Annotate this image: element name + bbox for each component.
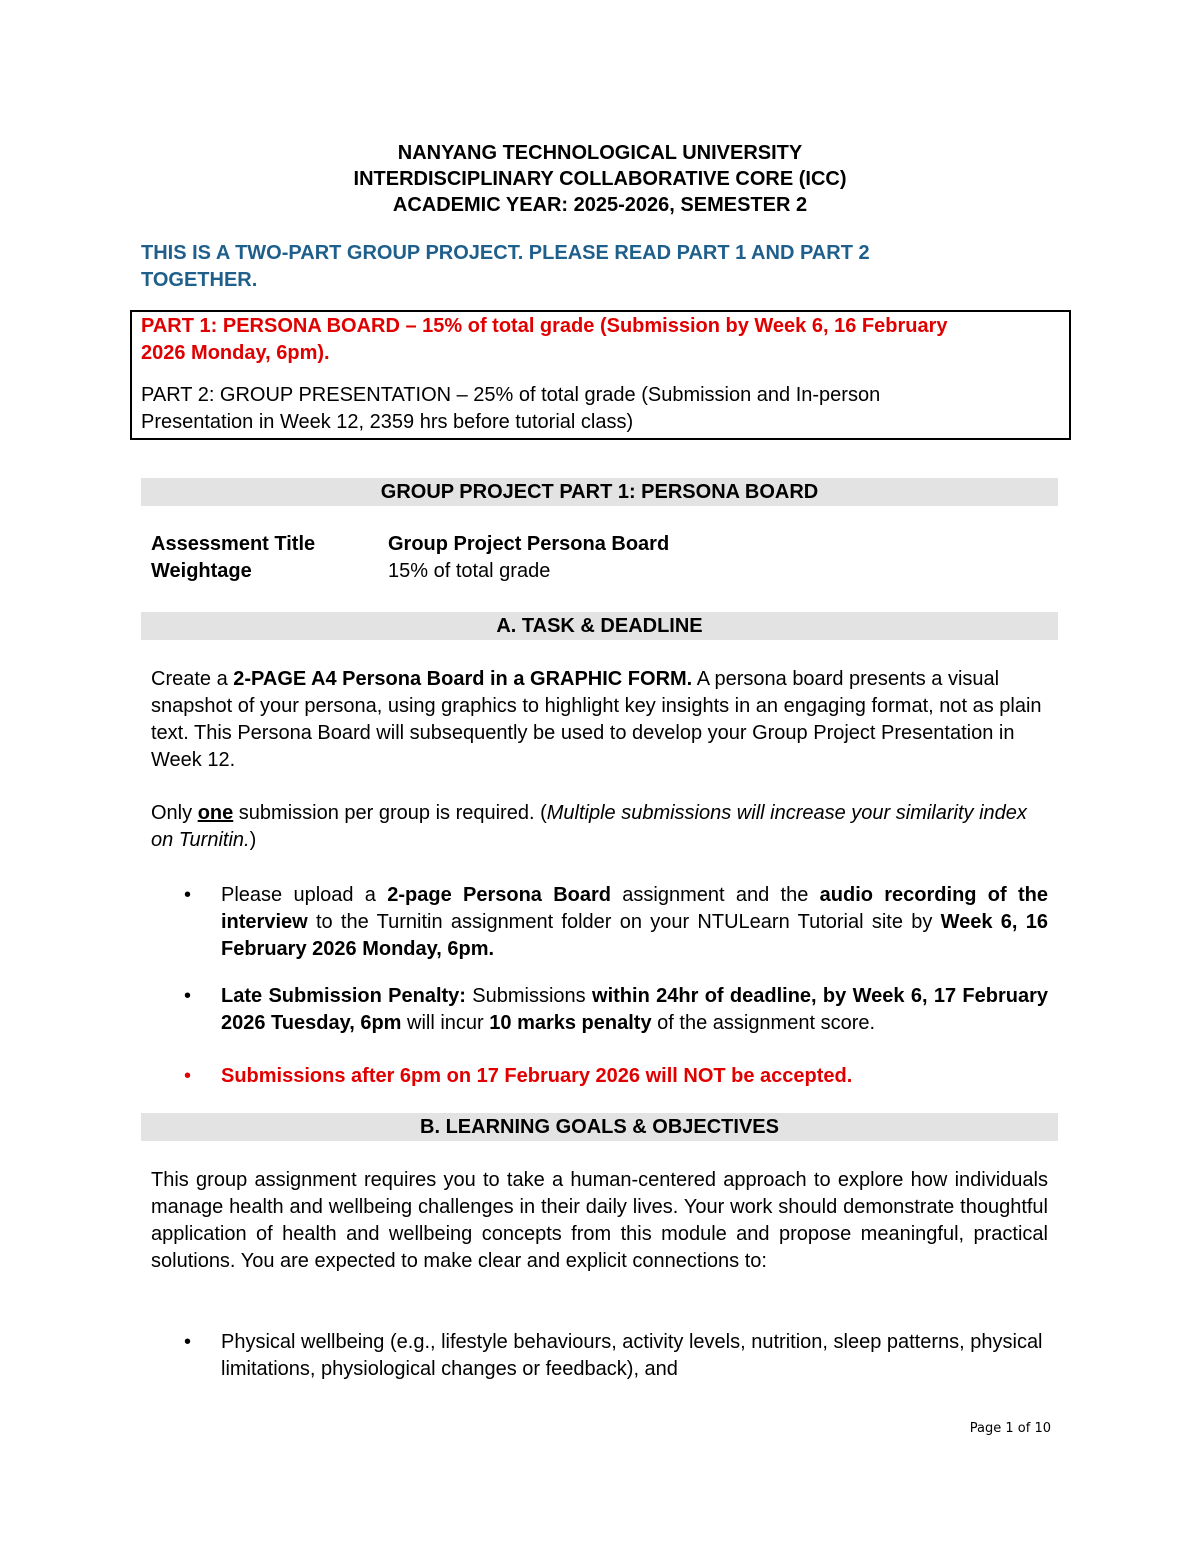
assessment-title-label: Assessment Title [151,533,316,555]
upload-bold-3: Week 6, 16 February 2026 Monday, 6pm. [221,911,1048,960]
two-part-notice [141,240,1021,294]
bullet-dot-icon: • [184,1065,192,1087]
task-paragraph [151,666,1049,774]
late-text-2: will incur [401,1012,490,1034]
section-bar-b: B. LEARNING GOALS & OBJECTIVES [141,1113,1058,1141]
bullet-dot-icon: • [184,985,192,1007]
note-text-2: submission per group is required. ( [233,802,547,824]
late-text-1: Submissions [465,985,593,1007]
upload-text-1: Please upload a [221,884,388,906]
note-italic: Multiple submissions will increase your similarity index on Turnitin. [151,802,1027,851]
note-text-3: ) [249,829,257,851]
upload-bold-1: 2-page Persona Board [387,884,611,906]
late-bold-3: 10 marks penalty [489,1012,652,1034]
part1-line-1: PART 1: PERSONA BOARD – 15% of total grade (Submission by Week 6, 16 February [141,315,948,337]
note-one: one [197,802,234,824]
core-name: INTERDISCIPLINARY COLLABORATIVE CORE (ICC) [353,168,847,190]
no-acceptance-bullet: Submissions after 6pm on 17 February 2026 will NOT be accepted. [221,1065,853,1087]
task-text-2: A persona board presents a visual snapshot of your persona, using graphics to highlight key insights in an engaging format, not as plain text. This Persona Board will subsequently be used to develop your Group Project Presentation in Week 12. [151,668,1042,771]
upload-text-3: to the Turnitin assignment folder on your NTULearn Tutorial site by [307,911,941,933]
task-text-1: Create a [151,668,234,690]
part2-line-1: PART 2: GROUP PRESENTATION – 25% of total grade (Submission and In-person [141,384,881,406]
late-bold-2: within 24hr of deadline, by Week 6, 17 February 2026 Tuesday, 6pm [221,985,1049,1034]
university-name: NANYANG TECHNOLOGICAL UNIVERSITY [397,142,803,164]
part1-line-2: 2026 Monday, 6pm). [141,342,330,364]
upload-text-2: assignment and the [611,884,820,906]
weightage-value: 15% of total grade [388,560,551,582]
page-number: Page 1 of 10 [969,1421,1051,1436]
assessment-title-value: Group Project Persona Board [388,533,670,555]
notice-line-2: TOGETHER. [141,269,258,291]
parts-summary-box [130,310,1071,440]
weightage-label: Weightage [151,560,252,582]
section-bar-a: A. TASK & DEADLINE [141,612,1058,640]
part2-line-2: Presentation in Week 12, 2359 hrs before tutorial class) [141,411,634,433]
task-emphasis: 2-PAGE A4 Persona Board in a GRAPHIC FORM. [233,668,693,690]
late-label: Late Submission Penalty: [221,985,466,1007]
upload-bullet [221,882,1048,963]
academic-year: ACADEMIC YEAR: 2025-2026, SEMESTER 2 [392,194,808,216]
submission-note [151,800,1049,854]
late-penalty-bullet [221,983,1048,1037]
note-text-1: Only [151,802,198,824]
late-text-3: of the assignment score. [651,1012,876,1034]
goals-paragraph: This group assignment requires you to take a human-centered approach to explore how individuals manage health and wellbeing challenges in their daily lives. Your work should demonstrate thoughtful application of health and wellbeing concepts from this module and propose meaningful, practical solutions. You are expected to make clear and explicit connections to: [151,1169,1048,1272]
section-bar-part1: GROUP PROJECT PART 1: PERSONA BOARD [141,478,1058,506]
bullet-dot-icon: • [184,884,192,906]
notice-line-1: THIS IS A TWO-PART GROUP PROJECT. PLEASE READ PART 1 AND PART 2 [141,242,870,264]
physical-wellbeing-bullet: Physical wellbeing (e.g., lifestyle behaviours, activity levels, nutrition, sleep patterns, physical limitations, physiological changes or feedback), and [221,1331,1043,1380]
upload-bold-2: audio recording of the interview [221,884,1048,933]
bullet-dot-icon: • [184,1331,192,1353]
